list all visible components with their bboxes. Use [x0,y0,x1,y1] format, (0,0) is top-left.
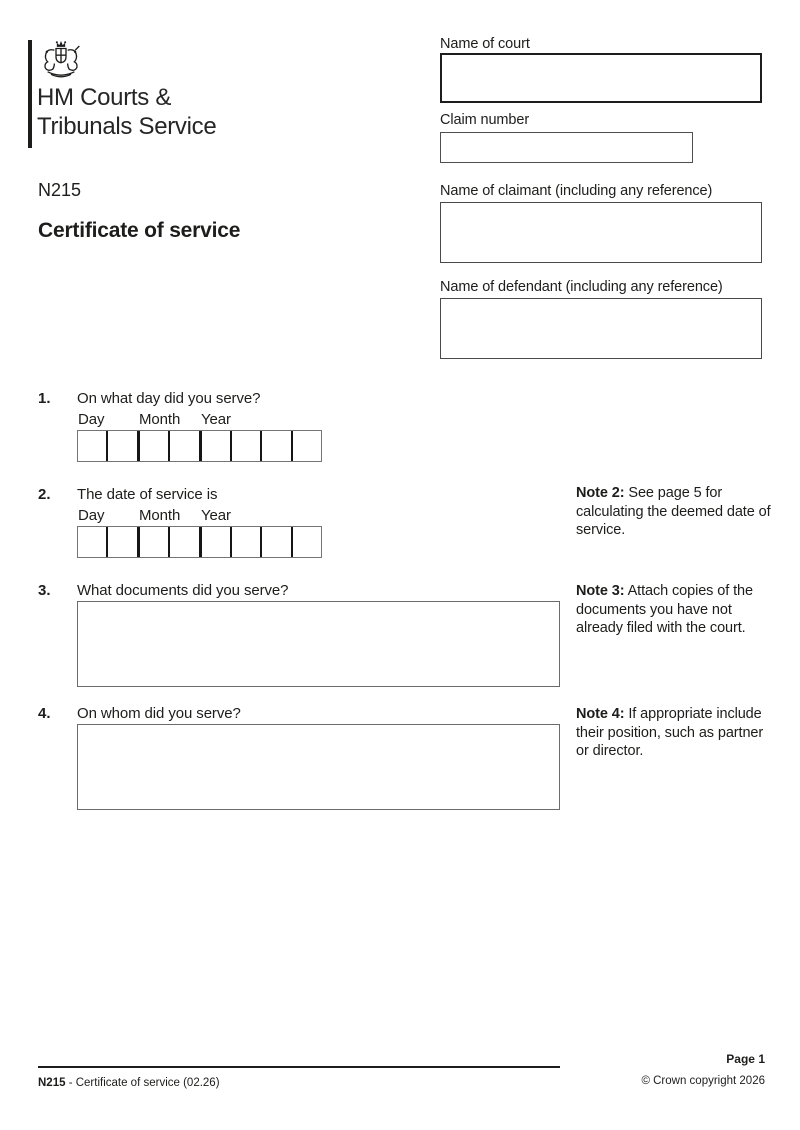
note-3-text: Attach copies of the documents you have not already filed with the court. [576,583,753,636]
q2-day-digit-1[interactable] [78,527,108,557]
q1-date-input[interactable] [77,430,322,462]
q1-month-digit-2[interactable] [170,431,201,461]
q1-year-digit-4[interactable] [293,431,321,461]
claimant-name-input[interactable] [440,202,762,263]
copyright-notice: © Crown copyright 2026 [641,1075,765,1087]
org-name-line1: HM Courts & [37,84,172,111]
question-2-text: The date of service is [77,486,218,503]
q1-day-digit-1[interactable] [78,431,108,461]
q1-day-digit-2[interactable] [108,431,139,461]
question-2-number: 2. [38,486,51,503]
footer-form-reference [38,1077,220,1089]
note-4-text: If appropriate include their position, such as partner or director. [576,706,764,759]
q2-date-input[interactable] [77,526,322,558]
served-on-whom-input[interactable] [77,724,560,810]
org-name [37,83,216,141]
q2-day-label: Day [78,507,105,524]
q1-year-digit-3[interactable] [262,431,292,461]
note-3-label: Note 3: [576,583,625,599]
footer-form-desc: - Certificate of service (02.26) [65,1077,220,1089]
note-4 [576,705,774,761]
q2-month-label: Month [139,507,181,524]
question-4-number: 4. [38,705,51,722]
footer-form-number: N215 [38,1077,66,1089]
q1-month-digit-1[interactable] [140,431,170,461]
question-4-text: On whom did you serve? [77,705,241,722]
documents-served-input[interactable] [77,601,560,687]
note-2-text: See page 5 for calculating the deemed date of service. [576,485,771,538]
page-number: Page 1 [726,1052,765,1066]
question-1-text: On what day did you serve? [77,390,261,407]
note-2 [576,484,774,540]
question-3-number: 3. [38,582,51,599]
note-3 [576,582,774,638]
q2-month-digit-2[interactable] [170,527,201,557]
note-4-label: Note 4: [576,706,625,722]
question-3-text: What documents did you serve? [77,582,289,599]
q1-month-label: Month [139,411,181,428]
note-2-label: Note 2: [576,485,625,501]
name-of-court-input[interactable] [440,53,762,103]
claim-number-input[interactable] [440,132,693,163]
q1-year-label: Year [201,411,231,428]
claim-number-label: Claim number [440,112,530,128]
defendant-name-label: Name of defendant (including any reference) [440,279,723,295]
q2-year-digit-3[interactable] [262,527,292,557]
org-name-line2: Tribunals Service [37,113,217,140]
q2-year-digit-4[interactable] [293,527,321,557]
defendant-name-input[interactable] [440,298,762,359]
logo-divider-bar [28,40,32,148]
q1-year-digit-1[interactable] [202,431,232,461]
question-1-number: 1. [38,390,51,407]
form-number: N215 [38,180,82,200]
q2-month-digit-1[interactable] [140,527,170,557]
name-of-court-label: Name of court [440,36,530,52]
royal-crest-icon [36,40,86,82]
q2-day-digit-2[interactable] [108,527,139,557]
page-title: Certificate of service [38,219,241,242]
q2-year-label: Year [201,507,231,524]
q1-year-digit-2[interactable] [232,431,262,461]
q2-year-digit-2[interactable] [232,527,262,557]
q1-day-label: Day [78,411,105,428]
q2-year-digit-1[interactable] [202,527,232,557]
claimant-name-label: Name of claimant (including any reference) [440,183,713,199]
footer-divider [38,1066,560,1068]
